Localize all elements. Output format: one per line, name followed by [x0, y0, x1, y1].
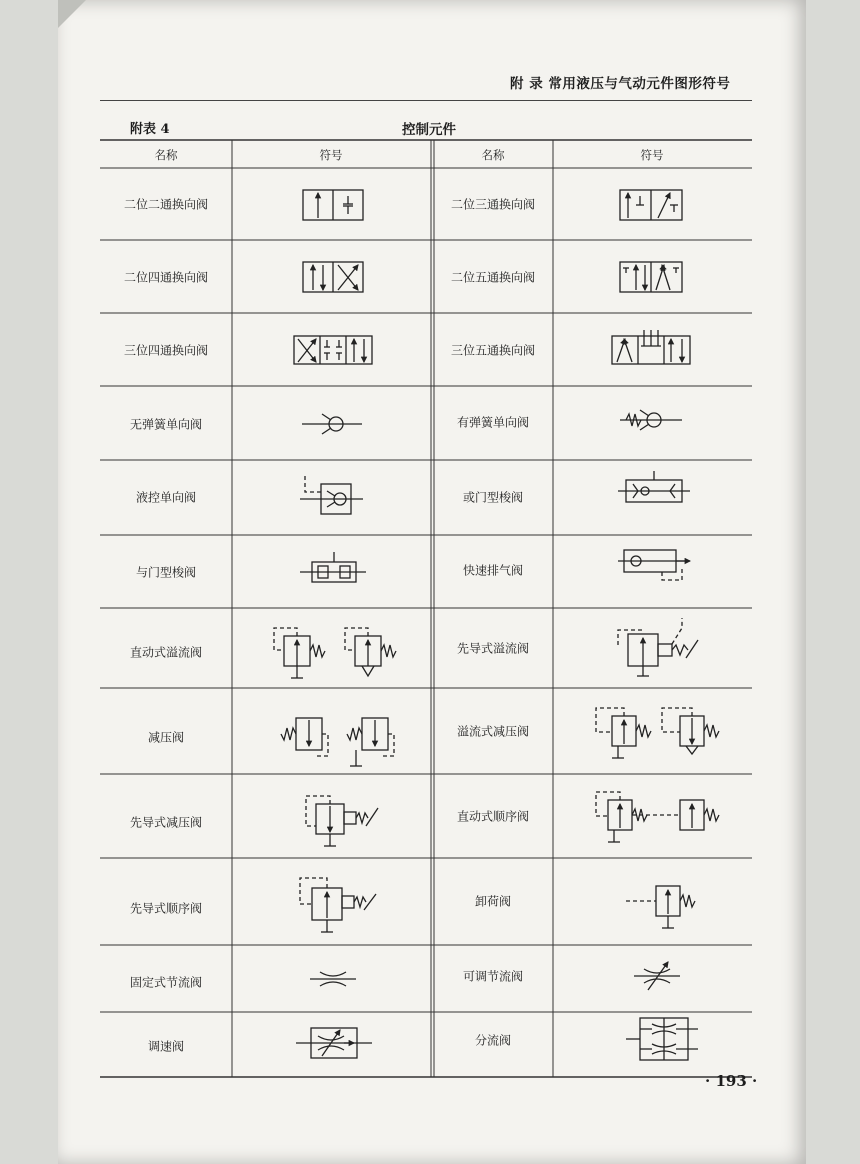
- direct-sequence-valve-symbol: [596, 792, 719, 842]
- row-name-right: 先导式溢流阀: [456, 641, 530, 656]
- row-name-right: 直动式顺序阀: [456, 809, 530, 824]
- row-name-right: 分流阀: [474, 1033, 512, 1048]
- pressure-reducing-valve-symbol: [281, 718, 394, 766]
- row-name-right: 卸荷阀: [474, 894, 512, 909]
- row-name-right: 溢流式减压阀: [456, 724, 530, 739]
- running-title: 附 录 常用液压与气动元件图形符号: [510, 76, 731, 92]
- row-name-left: 液控单向阀: [135, 490, 197, 505]
- and-shuttle-valve-symbol: [300, 552, 366, 582]
- row-name-left: 三位四通换向阀: [123, 343, 209, 358]
- row-name-left: 减压阀: [147, 730, 185, 745]
- three-position-four-way-valve-symbol: [294, 336, 372, 364]
- row-name-right: 三位五通换向阀: [450, 343, 536, 358]
- direct-relief-valve-symbol: [274, 628, 396, 678]
- pilot-relief-valve-symbol: [618, 618, 698, 676]
- two-position-four-way-valve-symbol: [303, 262, 363, 292]
- row-name-left: 直动式溢流阀: [129, 645, 203, 660]
- two-position-two-way-valve-symbol: [303, 190, 363, 220]
- row-name-left: 无弹簧单向阀: [129, 417, 203, 432]
- two-position-five-way-valve-symbol: [620, 262, 682, 292]
- table-label: 附表 4: [130, 122, 170, 137]
- two-position-three-way-valve-symbol: [620, 190, 682, 220]
- unloading-valve-symbol: [626, 886, 695, 928]
- page-number: · 193 ·: [705, 1072, 758, 1090]
- col-header-name-left: 名称: [154, 148, 178, 162]
- flow-divider-valve-symbol: [626, 1018, 698, 1060]
- col-header-symbol-right: 符号: [640, 148, 664, 162]
- row-name-right: 可调节流阀: [462, 969, 524, 984]
- col-header-name-right: 名称: [481, 148, 505, 162]
- row-name-right: 快速排气阀: [462, 563, 524, 578]
- three-position-five-way-valve-symbol: [612, 330, 690, 364]
- check-valve-symbol: [302, 414, 362, 434]
- fixed-throttle-valve-symbol: [310, 972, 356, 986]
- row-name-left: 二位四通换向阀: [123, 270, 209, 285]
- col-header-symbol-left: 符号: [319, 148, 343, 162]
- row-name-left: 先导式顺序阀: [129, 901, 203, 916]
- row-name-left: 二位二通换向阀: [123, 197, 209, 212]
- row-name-left: 调速阀: [147, 1039, 185, 1054]
- row-name-right: 有弹簧单向阀: [456, 415, 530, 430]
- or-shuttle-valve-symbol: [618, 471, 690, 502]
- table-title: 控制元件: [402, 122, 456, 138]
- row-name-left: 与门型梭阀: [135, 565, 197, 580]
- relieving-pressure-reducing-valve-symbol: [596, 708, 719, 758]
- row-name-left: 固定式节流阀: [129, 975, 203, 990]
- speed-control-valve-symbol: [296, 1028, 372, 1058]
- adjustable-throttle-valve-symbol: [634, 962, 680, 990]
- quick-exhaust-valve-symbol: [618, 550, 690, 580]
- spring-check-valve-symbol: [620, 410, 682, 430]
- row-name-right: 二位三通换向阀: [450, 197, 536, 212]
- pilot-check-valve-symbol: [300, 476, 363, 514]
- pilot-sequence-valve-symbol: [300, 878, 376, 932]
- pilot-pressure-reducing-valve-symbol: [306, 796, 378, 846]
- row-name-right: 或门型梭阀: [462, 490, 524, 505]
- row-name-right: 二位五通换向阀: [450, 270, 536, 285]
- row-name-left: 先导式减压阀: [129, 815, 203, 830]
